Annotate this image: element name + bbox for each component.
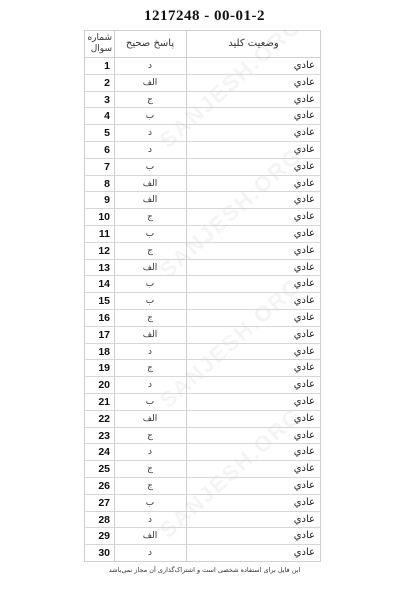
table-row — [84, 411, 321, 428]
correct-answer: د — [147, 548, 152, 559]
correct-answer: ب — [145, 279, 155, 290]
table-row — [84, 192, 321, 209]
table-row — [84, 461, 321, 478]
table-row — [84, 108, 321, 125]
key-status: عادي — [293, 194, 315, 206]
correct-answer: د — [147, 128, 152, 139]
key-status: عادي — [293, 513, 315, 525]
table-row — [84, 125, 321, 142]
correct-answer: ج — [147, 245, 153, 256]
correct-answer: ب — [145, 161, 155, 172]
correct-answer: ب — [145, 296, 155, 307]
key-status: عادي — [293, 143, 315, 155]
table-row — [84, 377, 321, 394]
table-row — [84, 428, 321, 445]
key-status: عادي — [293, 412, 315, 424]
correct-answer: الف — [142, 329, 158, 340]
question-number: 17 — [98, 328, 110, 341]
table-row — [84, 478, 321, 495]
key-status: عادي — [293, 76, 315, 88]
table-row — [84, 394, 321, 411]
key-status: عادي — [293, 160, 315, 172]
question-number: 26 — [98, 479, 110, 492]
correct-answer: ج — [147, 430, 153, 441]
footer-note: این فایل برای استفاده شخصی است و اشتراک‌گذاری آن مجاز نمی‌باشد — [108, 566, 301, 574]
correct-answer: د — [147, 61, 152, 71]
correct-answer: ب — [145, 111, 155, 122]
key-status: عادي — [293, 177, 315, 189]
header-correct-answer: پاسخ صحیح — [125, 38, 175, 49]
correct-answer: ج — [147, 480, 153, 491]
correct-answer: ج — [147, 312, 153, 323]
key-status: عادي — [293, 463, 315, 475]
question-number: 29 — [98, 530, 110, 543]
key-status: عادي — [293, 127, 315, 139]
question-number: 27 — [98, 496, 110, 509]
question-number: 5 — [104, 127, 110, 140]
key-status: عادي — [293, 496, 315, 508]
key-status: عادي — [293, 395, 315, 407]
question-number: 3 — [104, 93, 110, 106]
key-status: عادي — [293, 311, 315, 323]
key-status: عادي — [293, 429, 315, 441]
correct-answer: د — [147, 380, 152, 391]
key-status: عادي — [293, 379, 315, 391]
question-number: 22 — [98, 412, 110, 425]
question-number: 25 — [98, 463, 110, 476]
key-status: عادي — [293, 278, 315, 290]
key-status: عادي — [293, 479, 315, 491]
correct-answer: الف — [142, 178, 158, 189]
table-row — [84, 243, 321, 260]
key-status: عادي — [293, 328, 315, 340]
correct-answer: الف — [142, 262, 158, 273]
correct-answer: ب — [145, 396, 155, 407]
table-row — [84, 444, 321, 461]
table-row — [84, 528, 321, 545]
question-number: 30 — [98, 547, 110, 560]
key-status: عادي — [293, 110, 315, 122]
table-row — [84, 512, 321, 529]
question-number: 20 — [98, 379, 110, 392]
correct-answer: ج — [147, 363, 153, 374]
correct-answer: د — [147, 447, 152, 458]
question-number: 15 — [98, 295, 110, 308]
key-status: عادي — [293, 261, 315, 273]
correct-answer: ب — [145, 228, 155, 239]
key-status: عادي — [293, 211, 315, 223]
question-number: 8 — [104, 177, 110, 190]
table-row — [84, 209, 321, 226]
correct-answer: الف — [142, 77, 158, 88]
question-number: 21 — [98, 395, 110, 408]
question-number: 18 — [98, 345, 110, 358]
table-row — [84, 310, 321, 327]
correct-answer: د — [147, 346, 152, 357]
table-row — [84, 226, 321, 243]
key-status: عادي — [293, 60, 315, 71]
question-number: 19 — [98, 362, 110, 375]
key-status: عادي — [293, 362, 315, 374]
page-title: 1217248 - 00-01-2 — [144, 8, 265, 24]
question-number: 14 — [98, 278, 110, 291]
key-status: عادي — [293, 244, 315, 256]
question-number: 10 — [98, 211, 110, 224]
header-question-number: شماره سوال — [87, 33, 112, 54]
correct-answer: الف — [142, 531, 158, 542]
table-row — [84, 344, 321, 361]
question-number: 6 — [104, 143, 110, 156]
correct-answer: ب — [145, 497, 155, 508]
table-row — [84, 159, 321, 176]
table-row — [84, 293, 321, 310]
correct-answer: ج — [147, 94, 153, 105]
correct-answer: الف — [142, 413, 158, 424]
table-row — [84, 327, 321, 344]
question-number: 23 — [98, 429, 110, 442]
table-row — [84, 360, 321, 377]
question-number: 11 — [98, 227, 110, 240]
key-status: عادي — [293, 93, 315, 105]
correct-answer: ج — [147, 212, 153, 223]
key-status: عادي — [293, 530, 315, 542]
question-number: 2 — [104, 76, 110, 89]
table-row — [84, 142, 321, 159]
question-number: 9 — [104, 194, 110, 207]
correct-answer: د — [147, 144, 152, 155]
question-number: 12 — [98, 244, 110, 257]
table-row — [84, 92, 321, 109]
question-number: 7 — [104, 160, 110, 173]
header-key-status: وضعیت کلید — [228, 38, 279, 49]
question-number: 13 — [98, 261, 110, 274]
correct-answer: ج — [147, 464, 153, 475]
table-body — [84, 58, 321, 562]
question-number: 24 — [98, 446, 110, 459]
table-row — [84, 545, 321, 562]
key-status: عادي — [293, 446, 315, 458]
table-row — [84, 176, 321, 193]
key-status: عادي — [293, 345, 315, 357]
correct-answer: د — [147, 514, 152, 525]
correct-answer: الف — [142, 195, 158, 206]
key-status: عادي — [293, 547, 315, 559]
table-row — [84, 495, 321, 512]
question-number: 1 — [104, 60, 110, 72]
table-row — [84, 276, 321, 293]
table-row — [84, 58, 321, 75]
table-row — [84, 75, 321, 92]
key-status: عادي — [293, 227, 315, 239]
question-number: 16 — [98, 311, 110, 324]
key-status: عادي — [293, 295, 315, 307]
question-number: 28 — [98, 513, 110, 526]
table-row — [84, 260, 321, 277]
question-number: 4 — [104, 110, 110, 123]
